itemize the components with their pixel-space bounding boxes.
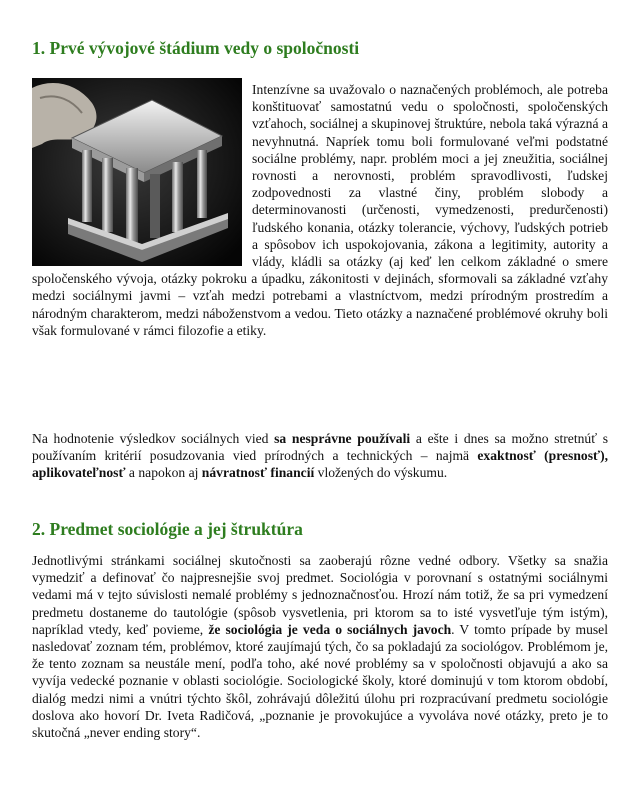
p2-bold-1: sa nesprávne používali — [274, 431, 411, 446]
p3-text-1: Jednotlivými stránkami sociálnej skutočnosti sa zaoberajú rôzne vedné odbory. Všetky sa snažia vymedziť a definovať čo najpresnejšie svoj predmet. Sociológia v porovnaní s ostatnými sociálnymi vedami má v tejto súvislosti nemalé problémy s jednoznačnosťou. Hrozí nám totiž, že sa pri vymedzení predmetu dostaneme do tautológie (spôsob vysvetlenia, pri ktorom sa to isté vysvetľuje tým istým), napríklad vtedy, keď povieme, — [32, 553, 608, 637]
temple-model-icon — [32, 78, 242, 266]
section-2-heading: 2. Predmet sociológie a jej štruktúra — [32, 519, 303, 539]
section-1-paragraph-1-text: Intenzívne sa uvažovalo o naznačených problémoch, ale potreba konštituovať samostatnú vedu o spoločnosti, spoločenských vzťahoch, sociálnej a skupinovej štruktúre, nebola taká výrazná a nevyhnutná. Napríek tomu boli formulované veľmi podstatné sociálne problémy, napr. problém moci a jej zneužitia, sociálnej rovnosti a nerovnosti, problém spravodlivosti, ľudskej zodpovednosti za vlastné činy, problém slobody a determinovanosti (určenosti, vymedzenosti, predurčenosti) ľudského konania, otázky tolerancie, výchovy, ľudských potrieb a spôsobov ich uspokojovania, zákona a legitimity, autority a vlády, kládli sa otázky (aj keď len celkom základné o smere spoločenského vývoja, otázky pokroku a úpadku, zákonitosti v dejinách, sformovali sa základné vzťahy medzi sociálnymi javmi – vzťah medzi potrebami a vlastníctvom, medzi prírodným prostredím a národným charakterom, medzi náboženstvom a vedou. Tieto otázky a naznačené problémové okruhy boli však formulované v rámci filozofie a etiky. — [32, 82, 608, 338]
section-1-paragraph-1 — [32, 81, 608, 339]
p2-text-1: Na hodnotenie výsledkov sociálnych vied — [32, 431, 275, 446]
section-1-paragraph-2 — [32, 430, 608, 482]
temple-model-photo — [32, 78, 242, 266]
p2-text-4: vložených do výskumu. — [314, 465, 448, 481]
p2-bold-3: návratnosť financií — [201, 465, 315, 481]
p3-bold-1: že sociológia je veda o sociálnych javoch — [208, 621, 452, 637]
p3-text-2: . V tomto prípade by musel nasledovať zoznam tém, problémov, ktoré zaujímajú tých, čo sa pokladajú za sociológov. Problémom je, že tento zoznam sa neustále mení, podľa toho, aké nové problémy sa v spoločnosti objavujú a ako sa vyvíja vedecké poznanie v oblasti sociológie. Sociologické školy, ktoré dominujú v tom ktorom období, dialóg medzi nimi a vnútri týchto škôl, zohrávajú dôležitú úlohu pri rozpracúvaní predmetu sociológie doslova ako hovorí Dr. Iveta Radičová, „poznanie je provokujúce a vyvoláva nové otázky, preto je to skutočná „never ending story“. — [32, 621, 608, 741]
section-2-paragraph — [32, 552, 608, 741]
p2-text-2: a ešte i dnes sa možno stretnúť s používaním kritérií posudzovania vied prírodných a technických – najmä — [32, 431, 608, 464]
p2-bold-2: exaktnosť (presnosť), aplikovateľnosť — [32, 448, 608, 481]
p2-text-3: a napokon aj — [125, 465, 202, 481]
section-1-heading: 1. Prvé vývojové štádium vedy o spoločnosti — [32, 38, 360, 58]
